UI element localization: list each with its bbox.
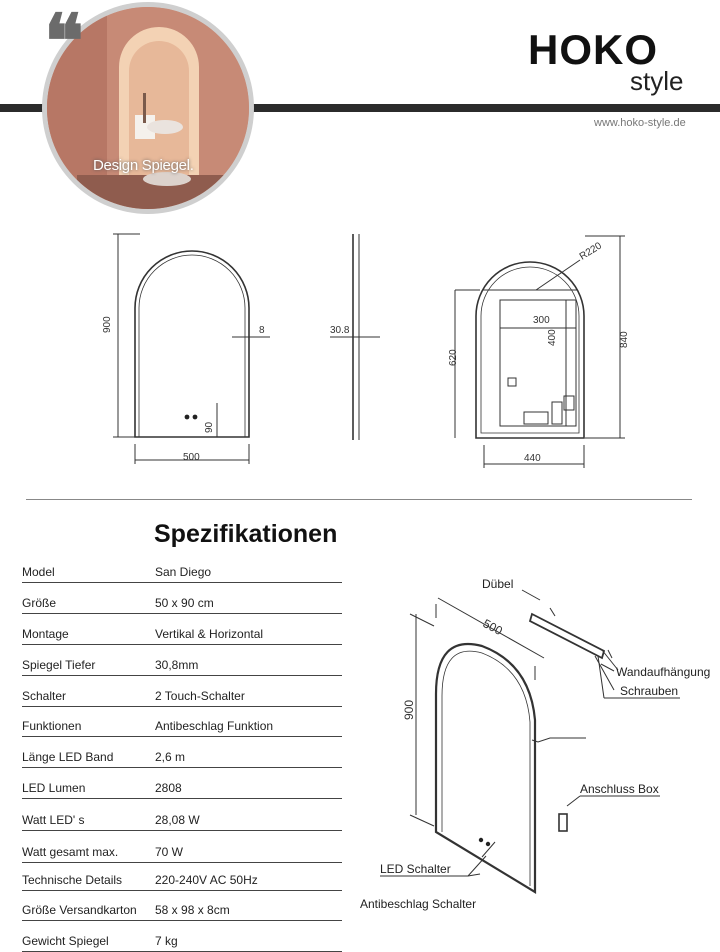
spec-label: Schalter (22, 689, 67, 703)
spec-value: 220-240V AC 50Hz (155, 873, 258, 887)
dim-width-440: 440 (524, 453, 541, 464)
spec-value: 70 W (155, 845, 184, 859)
dim-side-depth: 30.8 (330, 325, 350, 336)
label-anschluss-box: Anschluss Box (580, 782, 659, 796)
dim-radius: R220 (577, 240, 604, 263)
spec-underline (22, 644, 342, 645)
brand-logo-sub: style (630, 66, 684, 96)
dim-switch-offset: 90 (204, 421, 215, 433)
spec-underline (22, 767, 342, 768)
spec-value: 30,8mm (155, 658, 199, 672)
spec-value: Vertikal & Horizontal (155, 627, 264, 641)
dim-front-height: 900 (102, 316, 113, 333)
spec-underline (22, 706, 342, 707)
spec-value: San Diego (155, 565, 212, 579)
spec-label: Spiegel Tiefer (22, 658, 96, 672)
spec-underline (22, 798, 342, 799)
spec-underline (22, 920, 342, 921)
dim-inner-width: 300 (533, 315, 550, 326)
spec-value: 28,08 W (155, 813, 200, 827)
dim-height-620: 620 (448, 349, 459, 366)
technical-drawing-top (0, 220, 720, 480)
spec-value: 2,6 m (155, 750, 186, 764)
spec-underline (22, 736, 342, 737)
dim-height-840: 840 (619, 331, 630, 348)
quote-icon: ❝ (44, 2, 84, 84)
spec-label: Watt LED' s (22, 813, 85, 827)
spec-underline (22, 582, 342, 583)
spec-label: Größe Versandkarton (22, 903, 137, 917)
spec-label: LED Lumen (22, 781, 86, 795)
dim-height-3d: 900 (402, 699, 416, 720)
spec-value: 58 x 98 x 8cm (155, 903, 230, 917)
spec-title: Spezifikationen (154, 520, 338, 548)
spec-underline (22, 675, 342, 676)
spec-value: Antibeschlag Funktion (155, 719, 274, 733)
dim-front-width: 500 (183, 452, 200, 463)
spec-label: Funktionen (22, 719, 82, 733)
label-wandaufhaengung: Wandaufhängung (616, 665, 711, 679)
spec-value: 50 x 90 cm (155, 596, 214, 610)
spec-label: Montage (22, 627, 69, 641)
spec-label: Watt gesamt max. (22, 845, 119, 859)
spec-value: 2 Touch-Schalter (155, 689, 245, 703)
dim-inner-height: 400 (547, 329, 558, 346)
spec-underline (22, 613, 342, 614)
brand-logo: HOKO (528, 26, 658, 73)
spec-label: Gewicht Spiegel (22, 934, 109, 948)
technical-drawing-3d (350, 570, 720, 952)
label-duebel: Dübel (482, 577, 514, 591)
label-schrauben: Schrauben (620, 684, 679, 698)
spec-value: 2808 (155, 781, 182, 795)
banner-text: Design Spiegel. (93, 157, 194, 174)
section-divider (26, 499, 692, 500)
spec-label: Model (22, 565, 55, 579)
spec-label: Größe (22, 596, 57, 610)
spec-label: Technische Details (22, 873, 123, 887)
spec-label: Länge LED Band (22, 750, 114, 764)
spec-underline (22, 830, 342, 831)
spec-underline (22, 862, 342, 863)
dim-frame-width: 8 (259, 325, 265, 336)
dim-width-3d: 500 (480, 616, 505, 639)
spec-underline (22, 890, 342, 891)
spec-value: 7 kg (155, 934, 178, 948)
label-antibeschlag-schalter: Antibeschlag Schalter (360, 897, 477, 911)
label-led-schalter: LED Schalter (380, 862, 451, 876)
website-url: www.hoko-style.de (594, 117, 686, 129)
